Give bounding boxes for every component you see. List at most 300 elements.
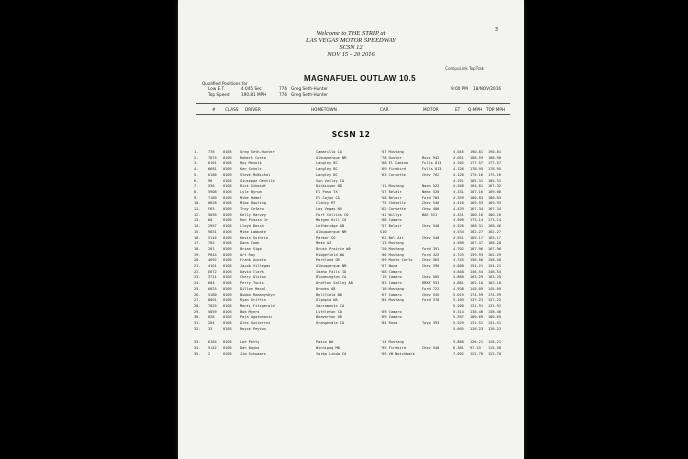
cell-car: '57 Belair xyxy=(380,224,402,229)
table-row xyxy=(178,346,524,352)
table-row xyxy=(178,230,524,236)
cell-et: 4.589 xyxy=(453,241,464,246)
cell-pos: 29. xyxy=(194,309,201,314)
cell-et: 5.866 xyxy=(453,340,464,345)
cell-home: Portland OR xyxy=(316,258,340,263)
table-row xyxy=(178,179,524,185)
table-row xyxy=(178,298,524,304)
cell-pos: 3. xyxy=(194,161,199,166)
cell-cls: 0105 xyxy=(223,241,232,246)
cell-num: 201 xyxy=(208,246,215,251)
cell-home: Albuquerque NM xyxy=(316,155,347,160)
cell-car: '75 Chevelle xyxy=(380,201,406,206)
cell-t: 131.51 xyxy=(488,321,501,325)
cell-q: 137.23 xyxy=(470,298,483,303)
cell-home: Yorba Linda CA xyxy=(316,351,347,356)
cell-cls: 0105 xyxy=(223,252,232,257)
cell-home: Sun Valley CA xyxy=(316,178,345,183)
cell-et: 4.881 xyxy=(453,281,464,286)
low-et-driver: Greg Seth-Hunter xyxy=(291,86,328,91)
cell-car: '68 Camaro xyxy=(380,269,402,274)
cell-t: 174.59 xyxy=(488,292,501,297)
cell-et: 4.938 xyxy=(453,286,464,291)
cell-num: 5142 xyxy=(208,346,217,351)
cell-num: 7074 xyxy=(208,155,217,160)
cell-q: 188.59 xyxy=(470,155,483,160)
qualified-label: Qualified Positions for xyxy=(202,81,248,86)
cell-home: Bloomington CA xyxy=(316,275,347,280)
cell-q: 97.43 xyxy=(470,346,481,351)
cell-driver: Greg Seth-Hunter xyxy=(240,150,275,154)
cell-pos: 21. xyxy=(194,264,201,268)
cell-motor: Ford 422 xyxy=(422,252,440,257)
cell-cls: 0105 xyxy=(223,178,232,183)
cell-t: 122.78 xyxy=(488,351,501,356)
cell-cls: 0105 xyxy=(223,315,232,320)
cell-driver: Chery Alston xyxy=(240,275,266,280)
cell-car: '68 El Camino xyxy=(380,161,409,166)
cell-t: 137.23 xyxy=(488,298,501,303)
cell-motor: Chev 762 xyxy=(422,172,440,177)
table-row xyxy=(178,258,524,264)
cell-cls: 0105 xyxy=(223,161,232,166)
cell-et: 4.331 xyxy=(453,189,464,194)
cell-motor: BAE 521 xyxy=(422,212,438,217)
cell-t: 169.06 xyxy=(488,189,501,194)
cell-cls: 0105 xyxy=(223,346,232,351)
event-name: SCSN 12 xyxy=(339,44,363,51)
cell-t: 145.09 xyxy=(488,286,501,291)
cell-cls: 0105 xyxy=(223,201,232,206)
cell-home: Pasco WA xyxy=(316,340,334,345)
low-et-label: Low E.T. xyxy=(208,86,225,91)
cell-num: 4692 xyxy=(208,258,217,263)
cell-car: '62 Corvette xyxy=(380,207,406,211)
cell-q: 126.21 xyxy=(470,340,483,345)
cell-et: 4.860 xyxy=(453,275,464,280)
top-speed-value: 190.81 MPH xyxy=(241,92,267,97)
cell-cls: 0105 xyxy=(223,212,232,217)
cell-num: 6025 xyxy=(208,286,217,291)
cell-t: 180.69 xyxy=(488,315,501,320)
cell-num: 628 xyxy=(208,315,215,320)
cell-et: 4.051 xyxy=(453,155,464,160)
cell-home: El Paso TX xyxy=(316,189,338,194)
cell-driver: Paja Agatonovic xyxy=(240,315,273,320)
cell-t: 185.31 xyxy=(488,178,501,183)
cell-motor: RMXE 933 xyxy=(422,281,440,286)
cell-q: 138.46 xyxy=(470,309,483,314)
cell-car: '06 Mustang xyxy=(380,252,404,257)
table-row xyxy=(178,218,524,224)
cell-driver: Ryan Griffin xyxy=(240,298,266,303)
cell-pos: 14. xyxy=(194,224,201,229)
cell-home: Orangevale CA xyxy=(316,321,345,325)
cell-et: 4.126 xyxy=(453,172,464,177)
cell-home: Brush Prairie WA xyxy=(316,246,351,251)
cell-et: 4.045 xyxy=(453,150,464,154)
cell-et: 4.126 xyxy=(453,167,464,172)
table-row xyxy=(178,156,524,162)
cell-pos: 35. xyxy=(194,351,201,356)
cell-q: 167.34 xyxy=(470,207,483,211)
cell-driver: Roy Mosnik xyxy=(240,161,262,166)
cell-car: '95 Firebird xyxy=(380,346,406,351)
table-row xyxy=(178,315,524,321)
cell-num: 6101 xyxy=(208,161,217,166)
cell-home: Drafton Valley AB xyxy=(316,281,353,286)
cell-driver: Mike Labbate xyxy=(240,229,266,234)
cell-motor: Nemc 526 xyxy=(422,189,440,194)
table-row xyxy=(178,310,524,316)
table-row xyxy=(178,190,524,196)
cell-t: 180.83 xyxy=(488,195,501,200)
cell-driver: Kevin Guthrie xyxy=(240,235,269,240)
cell-et: 4.451 xyxy=(453,212,464,217)
table-row xyxy=(178,352,524,358)
cell-et: 4.359 xyxy=(453,195,464,200)
cell-driver: Steve McNichol xyxy=(240,172,271,177)
cell-num: 2 xyxy=(208,351,211,356)
cell-driver: Brian Sigo xyxy=(240,246,262,251)
cell-et: 5.397 xyxy=(453,315,464,320)
cell-num: 33 xyxy=(208,326,213,331)
cell-pos: 8. xyxy=(194,189,199,194)
cell-home: Beaverton OR xyxy=(316,315,342,320)
col-motor: MOTOR xyxy=(423,107,439,112)
cell-home: El Cajon CA xyxy=(316,195,340,200)
cell-t: 131.91 xyxy=(488,303,501,308)
col-topmph: TOP MPH xyxy=(486,107,505,112)
cell-q: 190.81 xyxy=(470,150,483,154)
cell-cls: 0105 xyxy=(223,189,232,194)
cell-motor: Ford 722 xyxy=(422,286,440,291)
cell-et: 5.314 xyxy=(453,309,464,314)
header-rule-top xyxy=(196,103,510,104)
cell-num: 6681 xyxy=(208,167,217,172)
cell-q: 177.57 xyxy=(470,161,483,166)
cell-pos: 23. xyxy=(194,275,201,280)
cell-home: Mesa AZ xyxy=(316,241,332,246)
table-row xyxy=(178,293,524,299)
cell-car: '13 Mustang xyxy=(380,241,404,246)
cell-num: 530 xyxy=(208,184,215,189)
cell-home: Idaho Falls ID xyxy=(316,269,347,274)
cell-pos: 4. xyxy=(194,167,199,172)
cell-pos: 5. xyxy=(194,172,199,177)
cell-pos: 22. xyxy=(194,269,201,274)
table-row xyxy=(178,150,524,156)
cell-cls: 0105 xyxy=(223,303,232,308)
cell-car: '02 Camaro xyxy=(380,281,402,286)
cell-motor: Chev 565 xyxy=(422,258,440,263)
page-number: 3 xyxy=(494,27,498,33)
cell-et: 4.702 xyxy=(453,246,464,251)
cell-cls: 0105 xyxy=(223,351,232,356)
cell-pos: 1. xyxy=(194,150,199,154)
results-sheet xyxy=(178,0,524,459)
col-class: CLASS xyxy=(225,107,239,112)
cell-car: '67 Camaro xyxy=(380,292,402,297)
cell-pos: 25. xyxy=(194,286,201,291)
cell-car: '58 Belair xyxy=(380,195,402,200)
cell-home: Olympia WA xyxy=(316,298,338,303)
cell-et: 4.416 xyxy=(453,201,464,206)
cell-motor: Chev 396 xyxy=(422,264,440,268)
event-dates: NOV 15 - 20 2016 xyxy=(327,51,375,58)
cell-t: 168.28 xyxy=(488,241,501,246)
cell-q: 146.54 xyxy=(470,269,483,274)
cell-driver: Monti Fitzgerald xyxy=(240,303,275,308)
cell-num: E672 xyxy=(208,269,217,274)
cell-num: 0628 xyxy=(208,201,217,206)
table-row xyxy=(178,167,524,173)
cell-driver: Kelly Harvey xyxy=(240,212,266,217)
cell-motor: Chev 540 xyxy=(422,346,440,351)
cell-t: 146.54 xyxy=(488,269,501,274)
cell-cls: 0105 xyxy=(223,298,232,303)
cell-home: Winnipeg MB xyxy=(316,346,340,351)
cell-q: 175.16 xyxy=(470,172,483,177)
table-row xyxy=(178,236,524,242)
cell-home: Brooks AB xyxy=(316,286,336,291)
cell-et: 4.745 xyxy=(453,258,464,263)
cell-q: 180.16 xyxy=(470,212,483,217)
table-row xyxy=(178,327,524,333)
cell-num: 6164 xyxy=(208,340,217,345)
cell-num: 9031 xyxy=(208,229,217,234)
cell-pos: 7. xyxy=(194,184,199,189)
cell-cls: 0105 xyxy=(223,258,232,263)
cell-car: '69 Camaro xyxy=(380,315,402,320)
cell-driver: David Clark xyxy=(240,269,264,274)
cell-home: Parker CO xyxy=(316,235,336,240)
cell-et: 4.534 xyxy=(453,229,464,234)
cell-car: '20 Mustang xyxy=(380,246,404,251)
cell-pos: 16. xyxy=(194,235,201,240)
cell-t: 167.96 xyxy=(488,246,501,251)
cell-num: F63 xyxy=(208,207,215,211)
cell-t: 177.57 xyxy=(488,161,501,166)
cell-et: 6.381 xyxy=(453,346,464,351)
cell-driver: Dan Boyko xyxy=(240,346,260,351)
cell-et: 4.526 xyxy=(453,224,464,229)
cell-driver: Perry Tunis xyxy=(240,281,264,286)
cell-motor: Chev 545 xyxy=(422,292,440,297)
cell-q: 126.23 xyxy=(470,326,483,331)
cell-pos: 28. xyxy=(194,303,201,308)
cell-pos: 2. xyxy=(194,155,199,160)
cell-cls: 0105 xyxy=(223,281,232,286)
cell-cls: 0105 xyxy=(223,264,232,268)
cell-pos: 20. xyxy=(194,258,201,263)
low-et-value: 4.045 Sec xyxy=(241,86,262,91)
cell-car: '69 Camaro xyxy=(380,309,402,314)
cell-t: 115.58 xyxy=(488,346,501,351)
cell-t: 173.14 xyxy=(488,218,501,223)
cell-driver: Troy Cefaro xyxy=(240,207,264,211)
cell-t: 168.46 xyxy=(488,224,501,229)
cell-cls: 0105 xyxy=(223,184,232,189)
cell-q: 131.51 xyxy=(470,321,483,325)
cell-car: '84 Rosa xyxy=(380,321,398,325)
class-title: MAGNAFUEL OUTLAW 10.5 xyxy=(304,74,416,83)
cell-driver: Robert Costa xyxy=(240,155,266,160)
cell-q: 178.95 xyxy=(470,167,483,172)
cell-q: 165.17 xyxy=(470,235,483,240)
cell-cls: 0105 xyxy=(223,150,232,154)
header-rule-bottom xyxy=(196,114,510,115)
cell-pos: 10. xyxy=(194,201,201,206)
cell-num: 96 xyxy=(208,178,213,183)
cell-num: 3711 xyxy=(208,275,217,280)
cell-q: 167.96 xyxy=(470,246,483,251)
cell-t: 162.29 xyxy=(488,252,501,257)
cell-q: 167.47 xyxy=(470,241,483,246)
cell-driver: Lyle Byrum xyxy=(240,189,262,194)
section-title: SCSN 12 xyxy=(331,130,371,139)
top-speed-car: 776 xyxy=(279,92,287,97)
cell-car: '62 Bel Air xyxy=(380,235,404,240)
cell-home: Langley BC xyxy=(316,167,338,172)
cell-q: 154.21 xyxy=(470,264,483,268)
cell-et: 5.200 xyxy=(453,303,464,308)
table-row xyxy=(178,201,524,207)
cell-num: 5144 xyxy=(208,235,217,240)
cell-t: 167.32 xyxy=(488,184,501,189)
col-hometown: HOMETOWN xyxy=(311,107,337,112)
cell-q: 162.10 xyxy=(470,281,483,286)
table-row xyxy=(178,253,524,259)
software-credit: CompuLink TopTrak xyxy=(445,66,484,71)
cell-q: 145.09 xyxy=(470,286,483,291)
cell-q: 180.83 xyxy=(470,195,483,200)
cell-cls: 0105 xyxy=(223,235,232,240)
cell-q: 122.78 xyxy=(470,351,483,356)
cell-pos: 11. xyxy=(194,207,201,211)
cell-motor: Ford 391 xyxy=(422,246,440,251)
cell-driver: Lee Petty xyxy=(240,340,260,345)
table-row xyxy=(178,275,524,281)
cell-driver: Royce Peyton xyxy=(240,326,266,331)
cell-q: 180.69 xyxy=(470,315,483,320)
cell-num: 604 xyxy=(208,281,215,286)
cell-motor: Fulls 813 xyxy=(422,161,442,166)
cell-driver: Bubba Romanyshyn xyxy=(240,292,275,297)
table-row xyxy=(178,247,524,253)
col-et: ET xyxy=(455,107,461,112)
cell-num: 776 xyxy=(208,150,215,154)
cell-car: '14 Mustang xyxy=(380,340,404,345)
cell-motor: Chev 540 xyxy=(422,224,440,229)
cell-driver: Alex Gutierrez xyxy=(240,321,271,325)
cell-cls: 0105 xyxy=(223,340,232,345)
cell-num: 60 xyxy=(208,218,213,223)
cell-q: 174.59 xyxy=(470,292,483,297)
cell-num: 6106 xyxy=(208,172,217,177)
cell-pos: 17. xyxy=(194,241,201,246)
cell-et: 5.169 xyxy=(453,298,464,303)
cell-motor: Fulls 813 xyxy=(422,167,442,172)
cell-t: 162.10 xyxy=(488,281,501,286)
cell-car: '68 Camaro xyxy=(380,218,402,223)
cell-cls: 0105 xyxy=(223,172,232,177)
cell-t: 154.21 xyxy=(488,264,501,268)
cell-home: Langley BC xyxy=(316,161,338,166)
cell-driver: Jacob Villegas xyxy=(240,264,271,268)
cell-cls: 0105 xyxy=(223,275,232,280)
cell-cls: 0105 xyxy=(223,195,232,200)
cell-home: Fort Collins CO xyxy=(316,212,349,217)
cell-pos: 12. xyxy=(194,212,201,217)
table-row xyxy=(178,281,524,287)
cell-t: 158.50 xyxy=(488,258,501,263)
cell-motor: Chev 540 xyxy=(422,201,440,206)
cell-cls: 0105 xyxy=(223,269,232,274)
cell-driver: Dana Cook xyxy=(240,241,260,246)
table-row xyxy=(178,207,524,213)
cell-car: '57 Mustang xyxy=(380,150,404,154)
cell-home: Ridgefield WA xyxy=(316,252,345,257)
cell-home: Lethbridge AB xyxy=(316,224,345,229)
cell-et: 4.725 xyxy=(453,252,464,257)
table-row xyxy=(178,270,524,276)
cell-pos: 33. xyxy=(194,340,201,345)
cell-pos: 26. xyxy=(194,292,201,297)
table-row xyxy=(178,224,524,230)
cell-car: '04 Mustang xyxy=(380,298,404,303)
cell-cls: 0105 xyxy=(223,218,232,223)
cell-q: 168.31 xyxy=(470,224,483,229)
cell-cls: 0105 xyxy=(223,167,232,172)
cell-pos: 18. xyxy=(194,246,201,251)
cell-q: 164.81 xyxy=(470,184,483,189)
cell-et: 5.665 xyxy=(453,326,464,331)
cell-motor: Ford 705 xyxy=(422,195,440,200)
cell-et: 4.102 xyxy=(453,161,464,166)
cell-car: '78 Duster xyxy=(380,155,402,160)
cell-home: Albuquerque NM xyxy=(316,229,347,234)
cell-t: 126.21 xyxy=(488,340,501,345)
cell-t: 167.34 xyxy=(488,207,501,211)
print-time: 9:00 PM xyxy=(451,86,468,91)
cell-q: 162.27 xyxy=(470,229,483,234)
cell-t: 178.95 xyxy=(488,167,501,172)
cell-driver: Rick Schmidt xyxy=(240,184,266,189)
cell-et: 5.529 xyxy=(453,321,464,325)
cell-car: '41 Willys xyxy=(380,212,402,217)
cell-num: 5056 xyxy=(208,212,217,217)
cell-cls: 0105 xyxy=(223,292,232,297)
cell-driver: Giuseppe Gentile xyxy=(240,178,275,183)
cell-et: 4.251 xyxy=(453,178,464,183)
cell-motor: Musi 942 xyxy=(422,155,440,160)
cell-t: 138.46 xyxy=(488,309,501,314)
table-row xyxy=(178,321,524,327)
cell-et: 4.551 xyxy=(453,235,464,240)
cell-car: '69 Firebird xyxy=(380,167,406,172)
cell-num: 5908 xyxy=(208,189,217,194)
cell-num: 5180 xyxy=(208,292,217,297)
cell-num: 2957 xyxy=(208,224,217,229)
cell-driver: Jim Schwaars xyxy=(240,351,266,356)
cell-home: Clancy MT xyxy=(316,201,336,206)
cell-num: 7025 xyxy=(208,303,217,308)
cell-driver: Ken Scholz xyxy=(240,167,262,172)
cell-num: 204 xyxy=(208,321,215,325)
cell-cls: 0105 xyxy=(223,309,232,314)
cell-driver: Lloyd Bosch xyxy=(240,224,264,229)
